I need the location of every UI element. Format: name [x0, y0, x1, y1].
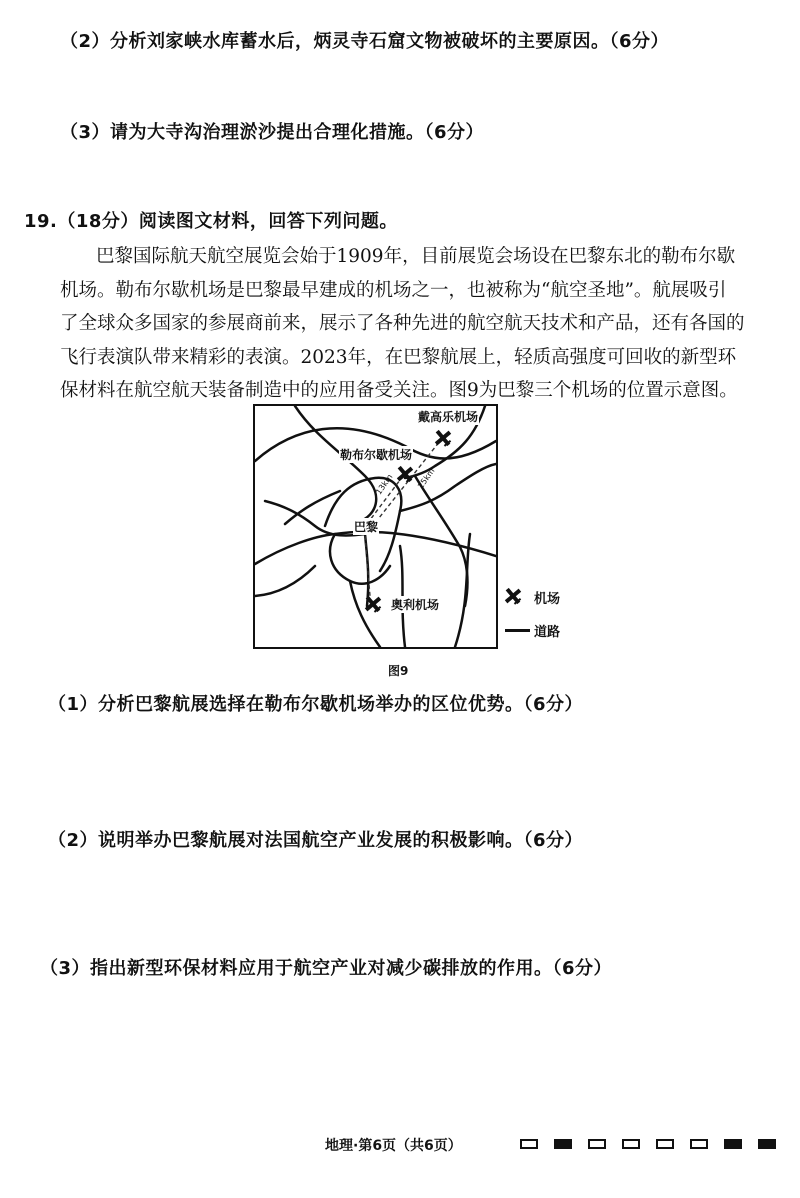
- code-box: [622, 1139, 640, 1149]
- code-box: [588, 1139, 606, 1149]
- legend-road-line: [505, 629, 530, 632]
- label-paris: 巴黎: [354, 520, 379, 534]
- code-box: [520, 1139, 538, 1149]
- label-distance-13km: 13km: [374, 472, 395, 497]
- label-cdg-airport: 戴高乐机场: [418, 410, 479, 424]
- figure-caption: 图9: [388, 664, 409, 678]
- code-box: [758, 1139, 776, 1149]
- airport-icon-lebourget: [392, 461, 417, 486]
- label-lebourget-airport: 勒布尔歇机场: [340, 448, 413, 462]
- material-line: 机场。勒布尔歇机场是巴黎最早建成的机场之一，也被称为“航空圣地”。航展吸引: [60, 279, 727, 301]
- code-box: [690, 1139, 708, 1149]
- code-box: [724, 1139, 742, 1149]
- road: [330, 534, 390, 584]
- material-line: 巴黎国际航天航空展览会始于1909年，目前展览会场设在巴黎东北的勒布尔歇: [96, 246, 736, 267]
- paris-airports-map: [253, 404, 498, 649]
- material-line: 保材料在航空航天装备制造中的应用备受关注。图9为巴黎三个机场的位置示意图。: [60, 380, 738, 402]
- legend-airport-label: 机场: [534, 592, 561, 607]
- page-footer: 地理·第6页（共6页）: [325, 1138, 462, 1154]
- road: [400, 464, 496, 511]
- question-18-2: （2）分析刘家峡水库蓄水后，炳灵寺石窟文物被破坏的主要原因。（6分）: [60, 31, 670, 52]
- question-19-3: （3）指出新型环保材料应用于航空产业对减少碳排放的作用。（6分）: [40, 958, 613, 979]
- answer-code-boxes: [520, 1139, 776, 1149]
- label-orly-airport: 奥利机场: [391, 598, 440, 612]
- legend-road-label: 道路: [534, 625, 561, 640]
- question-19-2: （2）说明举办巴黎航展对法国航空产业发展的积极影响。（6分）: [48, 830, 584, 851]
- label-distance-25km: 25km: [416, 466, 437, 491]
- question-19-header: 19.（18分）阅读图文材料，回答下列问题。: [24, 211, 398, 232]
- code-box: [554, 1139, 572, 1149]
- material-line: 飞行表演队带来精彩的表演。2023年，在巴黎航展上，轻质高强度可回收的新型环: [60, 346, 737, 368]
- airport-icon-orly: [360, 591, 385, 616]
- road: [350, 581, 380, 647]
- legend-airport-icon: [502, 586, 524, 606]
- airport-icon-cdg: [430, 425, 455, 450]
- question-19-1: （1）分析巴黎航展选择在勒布尔歇机场举办的区位优势。（6分）: [48, 694, 584, 715]
- material-line: 了全球众多国家的参展商前来，展示了各种先进的航空航天技术和产品，还有各国的: [60, 313, 745, 335]
- question-18-3: （3）请为大寺沟治理淤沙提出合理化措施。（6分）: [60, 122, 485, 143]
- road: [255, 566, 315, 596]
- question-19-material: [60, 240, 780, 408]
- code-box: [656, 1139, 674, 1149]
- road: [265, 501, 365, 536]
